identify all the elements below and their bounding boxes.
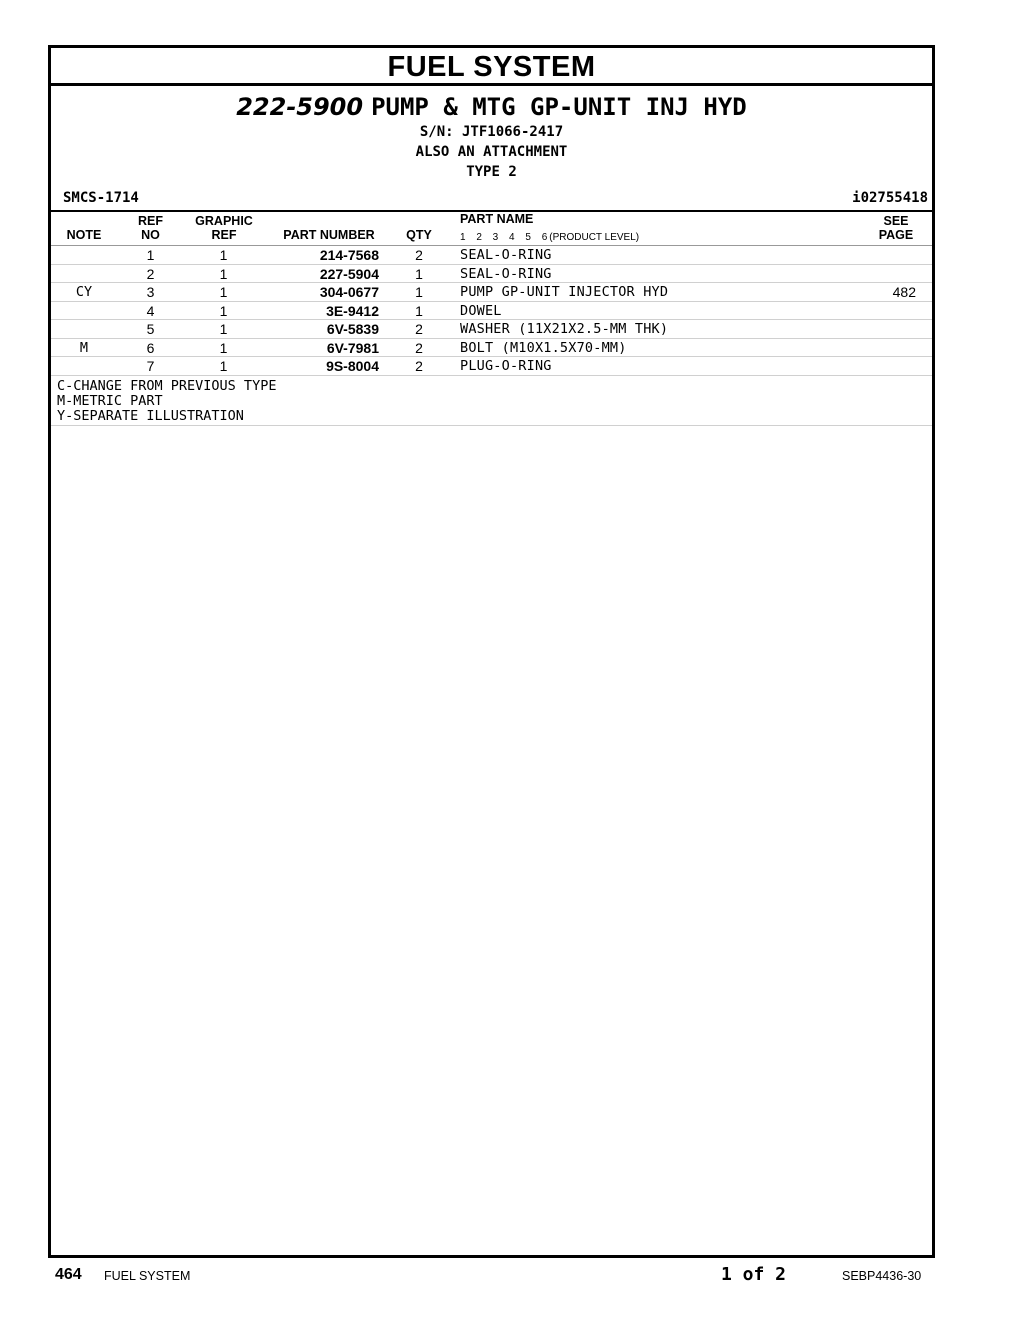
part-name-cell: PUMP GP-UNIT INJECTOR HYD — [460, 284, 669, 300]
part-number-cell: 214-7568 — [319, 247, 379, 263]
part-name-cell: WASHER (11X21X2.5-MM THK) — [460, 321, 669, 337]
serial-range: S/N: JTF1066-2417 — [419, 124, 564, 140]
col-part-name: PART NAME — [460, 212, 534, 226]
table-header — [51, 210, 932, 246]
ref-no-cell: 1 — [146, 247, 155, 263]
see-page-cell: 482 — [892, 284, 916, 300]
page-footer — [0, 1266, 1020, 1288]
group-header — [51, 86, 932, 213]
qty-cell: 2 — [415, 358, 423, 374]
col-ref-no-top: REF — [138, 214, 163, 228]
page-number: 464 — [55, 1266, 82, 1283]
note-line: Y-SEPARATE ILLUSTRATION — [57, 407, 244, 424]
ref-no-cell: 6 — [146, 339, 155, 356]
part-name-cell: SEAL-O-RING — [460, 247, 552, 263]
table-row — [51, 320, 932, 339]
ref-no-cell: 4 — [146, 302, 155, 319]
graphic-ref-cell: 1 — [219, 284, 228, 300]
smcs-code: SMCS-1714 — [63, 190, 139, 206]
ref-no-cell: 3 — [146, 284, 155, 300]
graphic-ref-cell: 1 — [219, 302, 228, 319]
table-row — [51, 283, 932, 302]
col-qty: QTY — [406, 228, 432, 242]
ref-no-cell: 2 — [146, 265, 155, 282]
part-number-cell: 6V-5839 — [326, 321, 379, 337]
col-part-number: PART NUMBER — [283, 228, 375, 242]
part-name-cell: BOLT (M10X1.5X70-MM) — [460, 339, 627, 356]
note-cell: M — [79, 339, 89, 356]
type-line: TYPE 2 — [466, 164, 517, 180]
part-number-cell: 227-5904 — [319, 265, 379, 282]
qty-cell: 2 — [415, 247, 423, 263]
qty-cell: 1 — [415, 265, 423, 282]
notes-legend — [51, 376, 932, 426]
note-line: M-METRIC PART — [57, 392, 163, 409]
part-number-cell: 6V-7981 — [326, 339, 379, 356]
group-title — [51, 93, 932, 121]
part-name-cell: SEAL-O-RING — [460, 265, 552, 282]
qty-cell: 1 — [415, 302, 423, 319]
footer-section: FUEL SYSTEM — [104, 1269, 191, 1283]
graphic-ref-cell: 1 — [219, 339, 228, 356]
col-ref-no-bottom: NO — [141, 228, 160, 242]
attachment-line: ALSO AN ATTACHMENT — [415, 144, 568, 160]
ref-no-cell: 5 — [146, 321, 155, 337]
col-see-page-bottom: PAGE — [878, 228, 914, 242]
table-row — [51, 357, 932, 376]
table-row — [51, 302, 932, 321]
graphic-ref-cell: 1 — [219, 265, 228, 282]
part-name-cell: PLUG-O-RING — [460, 358, 552, 374]
page-frame — [48, 45, 935, 1258]
qty-cell: 2 — [415, 321, 423, 337]
parts-table — [51, 210, 932, 426]
graphic-ref-cell: 1 — [219, 247, 228, 263]
group-number: 222-5900 — [236, 93, 364, 121]
section-title: FUEL SYSTEM — [51, 48, 932, 86]
table-row — [51, 265, 932, 284]
part-name-cell: DOWEL — [460, 302, 502, 319]
part-number-cell: 3E-9412 — [326, 302, 379, 319]
ref-no-cell: 7 — [146, 358, 155, 374]
graphic-ref-cell: 1 — [219, 321, 228, 337]
note-cell: CY — [75, 284, 93, 300]
col-graphic-ref-top: GRAPHIC — [195, 214, 253, 228]
table-body — [51, 246, 932, 376]
table-row — [51, 339, 932, 358]
graphic-ref-cell: 1 — [219, 358, 228, 374]
product-level-label: (PRODUCT LEVEL) — [549, 232, 640, 243]
page-of: 1 of 2 — [721, 1264, 787, 1285]
col-graphic-ref-bottom: REF — [211, 228, 237, 242]
qty-cell: 2 — [415, 339, 423, 356]
col-see-page-top: SEE — [883, 214, 909, 228]
part-number-cell: 304-0677 — [319, 284, 379, 300]
product-levels: 1 2 3 4 5 6 (PRODUCT LEVEL) — [460, 232, 640, 243]
note-line: C-CHANGE FROM PREVIOUS TYPE — [57, 377, 277, 394]
table-row — [51, 246, 932, 265]
group-name: PUMP & MTG GP-UNIT INJ HYD — [371, 93, 747, 121]
illustration-id: i02755418 — [852, 190, 928, 206]
doc-number: SEBP4436-30 — [842, 1269, 922, 1283]
col-note: NOTE — [66, 228, 102, 242]
part-number-cell: 9S-8004 — [326, 358, 379, 374]
qty-cell: 1 — [415, 284, 423, 300]
